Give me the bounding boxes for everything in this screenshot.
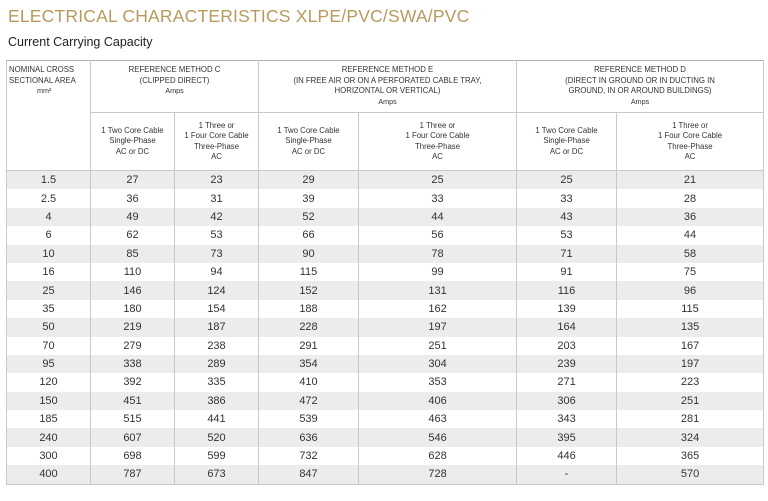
subheader-c-three: 1 Three or 1 Four Core Cable Three-Phase AC: [175, 113, 259, 171]
cell-area: 1.5: [7, 171, 91, 190]
method-e-title: REFERENCE METHOD E: [341, 65, 434, 74]
table-row: [7, 300, 764, 318]
cell-method-e-three: 406: [359, 392, 517, 410]
cell-method-c-single: 392: [91, 373, 175, 391]
cell-method-c-single: 451: [91, 392, 175, 410]
table-row: [7, 226, 764, 244]
cell-area: 185: [7, 410, 91, 428]
cell-method-d-three: 197: [617, 355, 764, 373]
cell-method-c-single: 180: [91, 300, 175, 318]
cell-area: 120: [7, 373, 91, 391]
cell-method-e-single: 636: [259, 428, 359, 446]
page-title: ELECTRICAL CHARACTERISTICS XLPE/PVC/SWA/PVC: [8, 6, 470, 26]
cell-method-c-three: 73: [175, 245, 259, 263]
table-row: [7, 447, 764, 465]
cell-method-c-single: 698: [91, 447, 175, 465]
cell-method-d-single: -: [517, 465, 617, 484]
table-row: [7, 355, 764, 373]
area-header-line1: NOMINAL CROSS: [9, 65, 75, 74]
cell-method-d-three: 251: [617, 392, 764, 410]
cell-method-e-three: 628: [359, 447, 517, 465]
cell-method-d-single: 25: [517, 171, 617, 190]
cell-area: 4: [7, 208, 91, 226]
cell-method-d-single: 239: [517, 355, 617, 373]
cell-method-d-single: 43: [517, 208, 617, 226]
method-d-desc-1: (DIRECT IN GROUND OR IN DUCTING IN: [565, 75, 715, 85]
method-d-title: REFERENCE METHOD D: [594, 65, 686, 74]
method-e-desc-1: (IN FREE AIR OR ON A PERFORATED CABLE TRAY,: [293, 75, 482, 85]
cell-method-d-single: 53: [517, 226, 617, 244]
cell-method-d-three: 135: [617, 318, 764, 336]
cell-method-c-three: 187: [175, 318, 259, 336]
cell-method-e-three: 251: [359, 337, 517, 355]
table-row: [7, 171, 764, 190]
table-body: [7, 171, 764, 485]
subheader-e-single: 1 Two Core Cable Single-Phase AC or DC: [259, 113, 359, 171]
cell-method-e-single: 90: [259, 245, 359, 263]
method-e-header: [259, 61, 517, 113]
cell-method-c-single: 62: [91, 226, 175, 244]
cell-method-c-three: 238: [175, 337, 259, 355]
cell-method-c-single: 146: [91, 281, 175, 299]
method-d-header: [517, 61, 764, 113]
cell-method-d-single: 116: [517, 281, 617, 299]
method-c-header: [91, 61, 259, 113]
cell-method-e-three: 131: [359, 281, 517, 299]
cell-area: 400: [7, 465, 91, 484]
cell-area: 10: [7, 245, 91, 263]
cell-method-e-three: 56: [359, 226, 517, 244]
table-row: [7, 373, 764, 391]
cell-method-c-single: 338: [91, 355, 175, 373]
cell-method-c-three: 53: [175, 226, 259, 244]
cell-method-d-single: 33: [517, 189, 617, 207]
cell-method-c-single: 607: [91, 428, 175, 446]
cell-method-d-three: 281: [617, 410, 764, 428]
cell-method-c-three: 42: [175, 208, 259, 226]
cell-method-d-single: 395: [517, 428, 617, 446]
cell-method-d-single: 71: [517, 245, 617, 263]
cell-method-d-three: 570: [617, 465, 764, 484]
method-d-desc-2: GROUND, IN OR AROUND BUILDINGS): [568, 86, 712, 95]
cell-method-d-three: 167: [617, 337, 764, 355]
area-header-line2: SECTIONAL AREA: [9, 75, 76, 85]
cell-method-e-single: 152: [259, 281, 359, 299]
cell-method-e-three: 463: [359, 410, 517, 428]
cell-area: 50: [7, 318, 91, 336]
current-capacity-table: [6, 60, 764, 485]
cell-method-e-three: 44: [359, 208, 517, 226]
cell-method-d-single: 343: [517, 410, 617, 428]
cell-method-d-three: 96: [617, 281, 764, 299]
area-header: [7, 61, 91, 171]
cell-method-d-three: 58: [617, 245, 764, 263]
cell-method-d-single: 203: [517, 337, 617, 355]
cell-method-e-single: 66: [259, 226, 359, 244]
table-row: [7, 281, 764, 299]
cell-area: 150: [7, 392, 91, 410]
cell-method-e-three: 353: [359, 373, 517, 391]
cell-method-d-three: 36: [617, 208, 764, 226]
cell-method-d-three: 365: [617, 447, 764, 465]
cell-method-d-single: 91: [517, 263, 617, 281]
cell-method-d-three: 115: [617, 300, 764, 318]
cell-method-e-three: 197: [359, 318, 517, 336]
cell-method-e-three: 99: [359, 263, 517, 281]
cell-method-c-three: 335: [175, 373, 259, 391]
cell-method-c-single: 36: [91, 189, 175, 207]
table-row: [7, 263, 764, 281]
cell-method-e-single: 188: [259, 300, 359, 318]
table-row: [7, 208, 764, 226]
cell-method-c-three: 441: [175, 410, 259, 428]
table-row: [7, 337, 764, 355]
cell-method-c-three: 23: [175, 171, 259, 190]
cell-method-e-three: 546: [359, 428, 517, 446]
cell-method-e-single: 354: [259, 355, 359, 373]
cell-method-e-three: 162: [359, 300, 517, 318]
cell-method-e-single: 410: [259, 373, 359, 391]
cell-method-e-single: 115: [259, 263, 359, 281]
cell-area: 70: [7, 337, 91, 355]
table-row: [7, 410, 764, 428]
cell-method-e-three: 728: [359, 465, 517, 484]
cell-area: 95: [7, 355, 91, 373]
cell-method-c-three: 520: [175, 428, 259, 446]
cell-area: 300: [7, 447, 91, 465]
cell-method-c-single: 219: [91, 318, 175, 336]
cell-method-d-single: 139: [517, 300, 617, 318]
table-row: [7, 245, 764, 263]
table-row: [7, 318, 764, 336]
cell-method-c-three: 289: [175, 355, 259, 373]
method-d-unit: Amps: [630, 96, 650, 106]
cell-method-c-three: 673: [175, 465, 259, 484]
cell-method-c-single: 787: [91, 465, 175, 484]
subheader-d-three: 1 Three or 1 Four Core Cable Three-Phase AC: [617, 113, 764, 171]
cell-method-d-three: 223: [617, 373, 764, 391]
cell-method-c-single: 27: [91, 171, 175, 190]
cell-method-e-single: 29: [259, 171, 359, 190]
cell-method-c-three: 599: [175, 447, 259, 465]
table-row: [7, 465, 764, 484]
cell-method-c-three: 154: [175, 300, 259, 318]
cell-method-d-three: 44: [617, 226, 764, 244]
cell-method-d-single: 271: [517, 373, 617, 391]
subheader-e-three: 1 Three or 1 Four Core Cable Three-Phase AC: [359, 113, 517, 171]
cell-method-d-three: 21: [617, 171, 764, 190]
cell-area: 25: [7, 281, 91, 299]
cell-method-e-single: 472: [259, 392, 359, 410]
cell-method-e-single: 847: [259, 465, 359, 484]
cell-method-e-single: 291: [259, 337, 359, 355]
table-row: [7, 428, 764, 446]
cell-method-e-three: 304: [359, 355, 517, 373]
cell-method-c-single: 515: [91, 410, 175, 428]
cell-method-c-three: 31: [175, 189, 259, 207]
cell-area: 2.5: [7, 189, 91, 207]
cell-method-d-three: 75: [617, 263, 764, 281]
cell-method-c-single: 110: [91, 263, 175, 281]
subheader-c-single: 1 Two Core Cable Single-Phase AC or DC: [91, 113, 175, 171]
cell-method-e-three: 78: [359, 245, 517, 263]
cell-method-c-single: 85: [91, 245, 175, 263]
cell-method-c-single: 279: [91, 337, 175, 355]
cell-area: 16: [7, 263, 91, 281]
cell-method-e-single: 52: [259, 208, 359, 226]
cell-method-d-three: 28: [617, 189, 764, 207]
cell-method-c-three: 94: [175, 263, 259, 281]
page-subtitle: Current Carrying Capacity: [8, 35, 153, 49]
cell-method-c-single: 49: [91, 208, 175, 226]
subheader-d-single: 1 Two Core Cable Single-Phase AC or DC: [517, 113, 617, 171]
cell-method-e-three: 25: [359, 171, 517, 190]
method-e-desc-2: HORIZONTAL OR VERTICAL): [334, 86, 441, 95]
cell-method-e-three: 33: [359, 189, 517, 207]
cell-area: 35: [7, 300, 91, 318]
method-c-unit: Amps: [165, 86, 184, 95]
method-e-unit: Amps: [378, 96, 397, 106]
cell-method-d-single: 164: [517, 318, 617, 336]
method-c-desc: (CLIPPED DIRECT): [139, 75, 210, 85]
cell-method-e-single: 732: [259, 447, 359, 465]
cell-method-c-three: 124: [175, 281, 259, 299]
cell-area: 240: [7, 428, 91, 446]
method-c-title: REFERENCE METHOD C: [128, 65, 221, 74]
cell-method-e-single: 228: [259, 318, 359, 336]
table-row: [7, 392, 764, 410]
cell-method-e-single: 539: [259, 410, 359, 428]
cell-method-d-three: 324: [617, 428, 764, 446]
cell-area: 6: [7, 226, 91, 244]
cell-method-d-single: 446: [517, 447, 617, 465]
cell-method-c-three: 386: [175, 392, 259, 410]
cell-method-d-single: 306: [517, 392, 617, 410]
cell-method-e-single: 39: [259, 189, 359, 207]
area-header-unit: mm²: [37, 86, 52, 95]
table-row: [7, 189, 764, 207]
